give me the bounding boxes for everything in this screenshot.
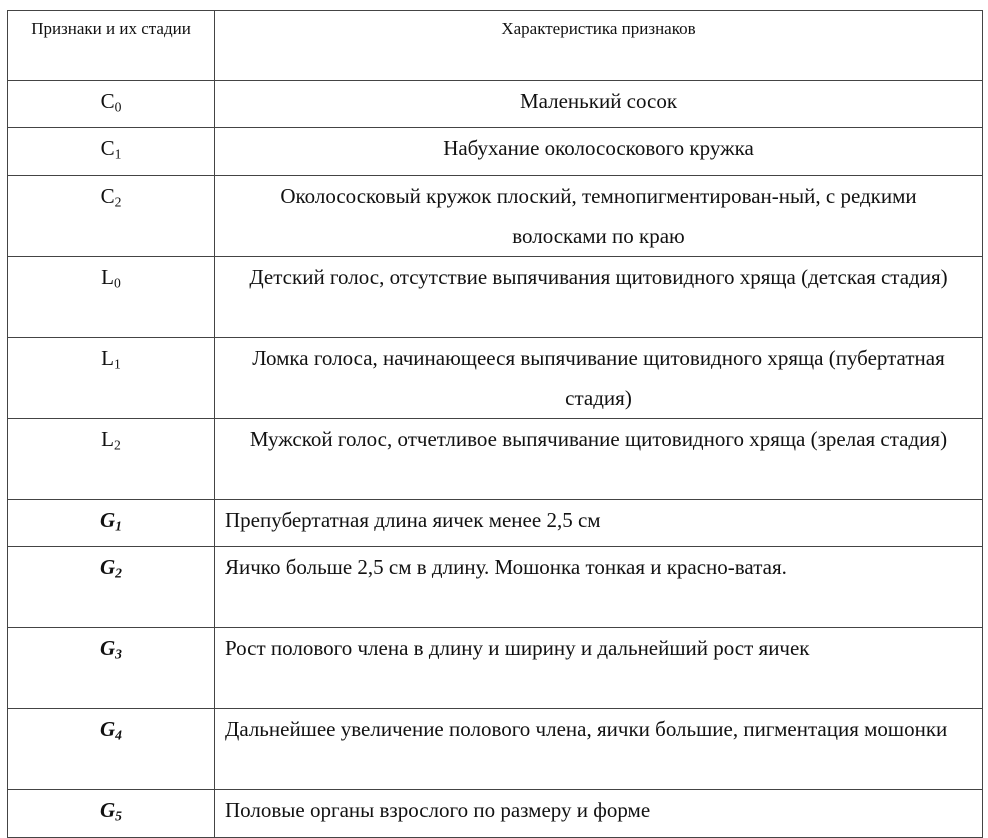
- stage-symbol: $L_0$: [8, 256, 215, 337]
- table-row: [8, 547, 983, 628]
- stage-symbol: $L_1$: [8, 337, 215, 418]
- stage-symbol: $L_2$: [8, 418, 215, 499]
- stage-symbol: $G_1$: [8, 499, 215, 546]
- table-row: [8, 256, 983, 337]
- stage-description: Маленький сосок: [215, 81, 983, 128]
- stage-description: Препубертатная длина яичек менее 2,5 см: [215, 499, 983, 546]
- table-row: [8, 709, 983, 790]
- stage-description: Половые органы взрослого по размеру и форме: [215, 790, 983, 837]
- stage-symbol: $C_2$: [8, 175, 215, 256]
- table-row: [8, 499, 983, 546]
- table-row: [8, 418, 983, 499]
- stage-symbol: $C_1$: [8, 128, 215, 175]
- header-characteristics: Характеристика признаков: [215, 11, 983, 81]
- stage-symbol: $G_3$: [8, 628, 215, 709]
- stage-symbol: $G_2$: [8, 547, 215, 628]
- stage-description: Набухание околососкового кружка: [215, 128, 983, 175]
- stage-description: Рост полового члена в длину и ширину и дальнейший рост яичек: [215, 628, 983, 709]
- table-row: [8, 790, 983, 837]
- stage-description: Мужской голос, отчетливое выпячивание щитовидного хряща (зрелая стадия): [215, 418, 983, 499]
- table-header-row: [8, 11, 983, 81]
- stage-symbol: $G_4$: [8, 709, 215, 790]
- table-row: [8, 128, 983, 175]
- header-signs-stages: Признаки и их стадии: [8, 11, 215, 81]
- stages-table: [7, 10, 983, 838]
- stage-description: Дальнейшее увеличение полового члена, яички большие, пигментация мошонки: [215, 709, 983, 790]
- stage-symbol: $C_0$: [8, 81, 215, 128]
- table-row: [8, 81, 983, 128]
- table-row: [8, 628, 983, 709]
- stage-description: Детский голос, отсутствие выпячивания щитовидного хряща (детская стадия): [215, 256, 983, 337]
- stage-symbol: $G_5$: [8, 790, 215, 837]
- table-row: [8, 337, 983, 418]
- stage-description: Яичко больше 2,5 см в длину. Мошонка тонкая и красно-ватая.: [215, 547, 983, 628]
- stage-description: Околососковый кружок плоский, темнопигментирован-ный, с редкими волосками по краю: [215, 175, 983, 256]
- stage-description: Ломка голоса, начинающееся выпячивание щитовидного хряща (пубертатная стадия): [215, 337, 983, 418]
- table-row: [8, 175, 983, 256]
